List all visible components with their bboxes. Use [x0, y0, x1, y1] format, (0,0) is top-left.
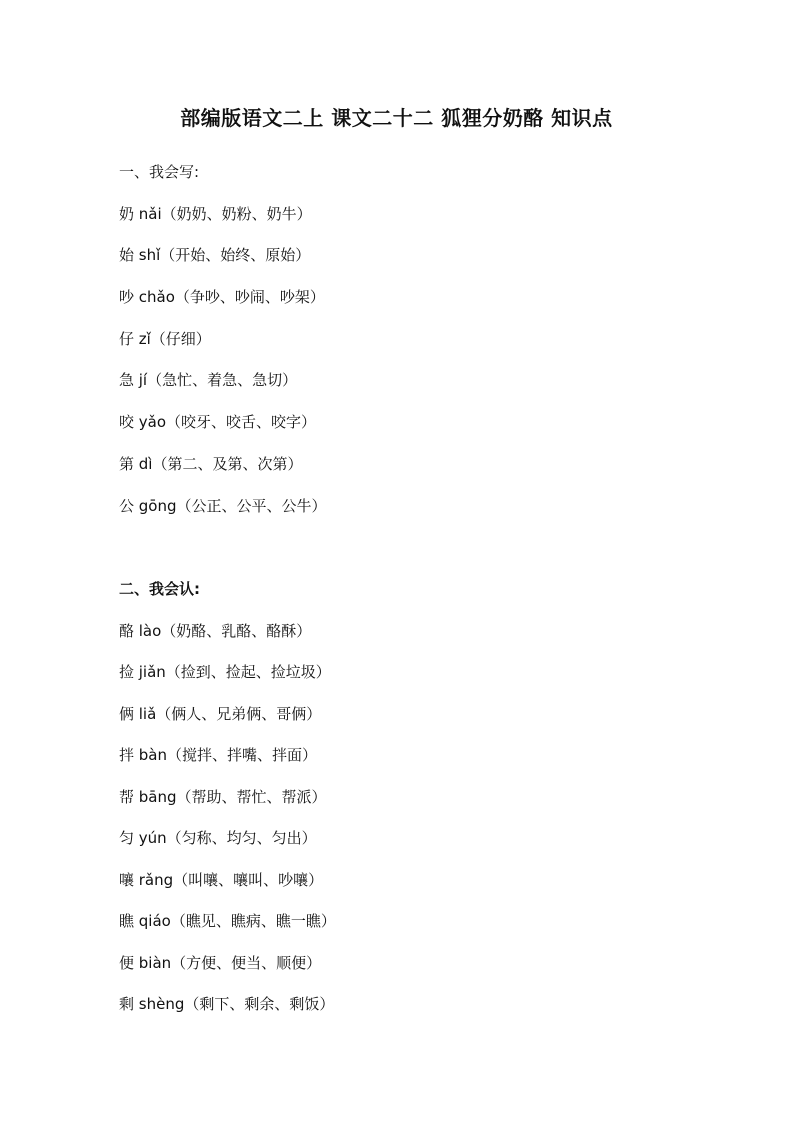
character-entry: 急 jí（急忙、着急、急切）	[119, 371, 298, 390]
character-entry: 匀 yún（匀称、均匀、匀出）	[119, 829, 317, 847]
character-entry: 咬 yǎo（咬牙、咬舌、咬字）	[119, 413, 317, 432]
character-entry: 帮 bāng（帮助、帮忙、帮派）	[119, 787, 327, 806]
character-entry: 公 gōng（公正、公平、公牛）	[119, 496, 327, 515]
character-entry: 嚷 rǎng（叫嚷、嚷叫、吵嚷）	[119, 870, 324, 889]
character-entry: 第 dì（第二、及第、次第）	[119, 454, 303, 473]
character-entry: 仔 zǐ（仔细）	[119, 329, 211, 348]
character-entry: 瞧 qiáo（瞧见、瞧病、瞧一瞧）	[119, 912, 336, 930]
character-entry: 捡 jiǎn（捡到、捡起、捡垃圾）	[119, 663, 331, 681]
character-entry: 奶 nǎi（奶奶、奶粉、奶牛）	[119, 204, 312, 223]
character-entry: 酪 lào（奶酪、乳酪、酪酥）	[119, 621, 312, 640]
character-entry: 俩 liǎ（俩人、兄弟俩、哥俩）	[119, 704, 322, 723]
character-entry: 始 shǐ（开始、始终、原始）	[119, 246, 311, 265]
section-heading-write: 一、我会写:	[119, 163, 200, 181]
character-entry: 便 biàn（方便、便当、顺便）	[119, 953, 322, 972]
section-heading-recognize: 二、我会认:	[119, 580, 200, 598]
section-write	[119, 161, 719, 536]
character-entry: 拌 bàn（搅拌、拌嘴、拌面）	[119, 746, 317, 764]
section-recognize	[119, 578, 719, 1035]
character-entry: 剩 shèng（剩下、剩余、剩饭）	[119, 995, 335, 1013]
page-title: 部编版语文二上 课文二十二 狐狸分奶酪 知识点	[180, 106, 613, 130]
character-entry: 吵 chǎo（争吵、吵闹、吵架）	[119, 288, 325, 307]
